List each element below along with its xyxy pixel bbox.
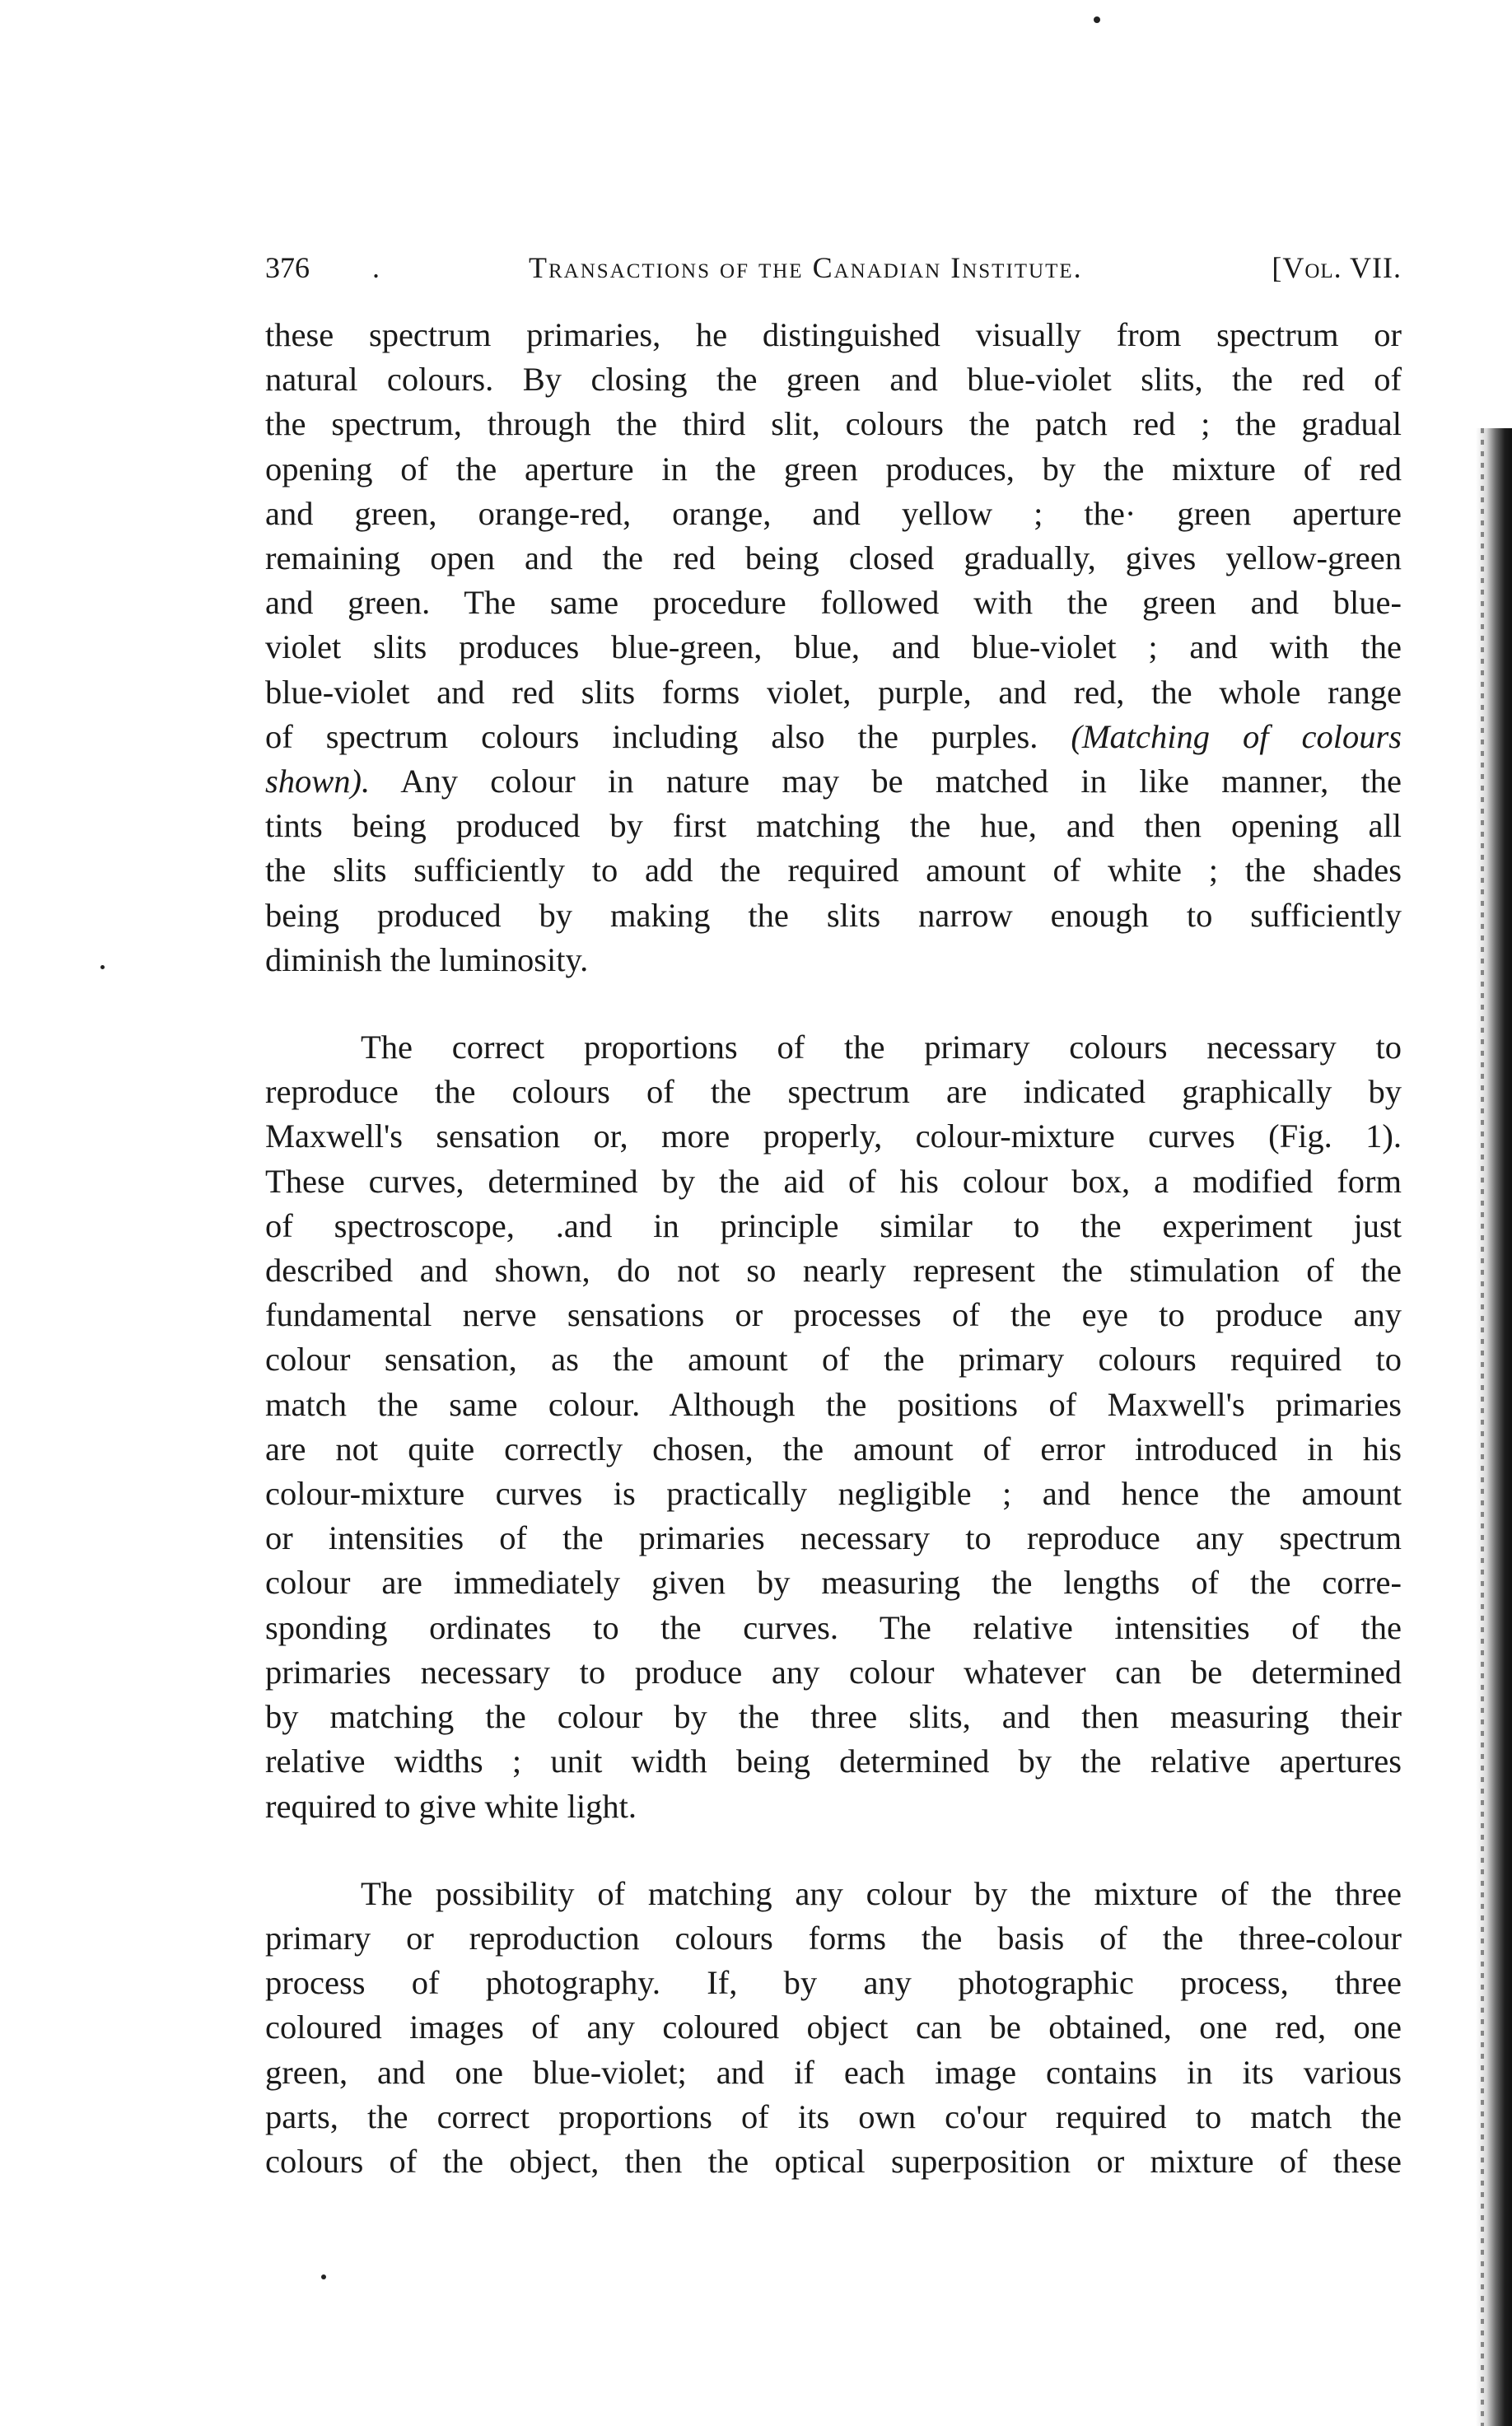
text-line: are not quite correctly chosen, the amount of error introduced in his (265, 1430, 1402, 1467)
text-line: coloured images of any coloured object can be obtained, one red, one (265, 2008, 1402, 2046)
header-separator: . (372, 251, 380, 284)
text-line: these spectrum primaries, he distinguished visually from spectrum or (265, 316, 1402, 353)
paragraph-3 (265, 1872, 1402, 2184)
speck-bottom (321, 2274, 326, 2279)
paragraph-2 (265, 1025, 1402, 1829)
text-line: reproduce the colours of the spectrum are indicated graphically by (265, 1073, 1402, 1111)
speck-left-margin (100, 965, 105, 969)
text-line: by matching the colour by the three slits, and then measuring their (265, 1698, 1402, 1736)
text-line: primary or reproduction colours forms the basis of the three-colour (265, 1919, 1402, 1957)
text-line: green, and one blue-violet; and if each image contains in its various (265, 2053, 1402, 2091)
text-line: opening of the aperture in the green produces, by the mixture of red (265, 450, 1402, 488)
text-line: violet slits produces blue-green, blue, and blue-violet ; and with the (265, 628, 1402, 666)
text-line: colour-mixture curves is practically negligible ; and hence the amount (265, 1475, 1402, 1513)
text-line: and green, orange-red, orange, and yellow ; the· green aperture (265, 494, 1402, 532)
running-title: Transactions of the Canadian Institute. (529, 251, 1083, 284)
paragraph-1 (265, 313, 1402, 982)
text-line: of spectroscope, .and in principle similar to the experiment just (265, 1206, 1402, 1244)
text-line: the spectrum, through the third slit, colours the patch red ; the gradual (265, 405, 1402, 443)
text-line: diminish the luminosity. (265, 940, 589, 978)
text-line: required to give white light. (265, 1787, 637, 1825)
text-line: being produced by making the slits narrow enough to sufficiently (265, 896, 1402, 934)
text-line: These curves, determined by the aid of his colour box, a modified form (265, 1162, 1402, 1200)
text-line: fundamental nerve sensations or processes of the eye to produce any (265, 1296, 1402, 1334)
text-line: colours of the object, then the optical superposition or mixture of these (265, 2142, 1402, 2180)
text-line: described and shown, do not so nearly represent the stimulation of the (265, 1252, 1402, 1290)
text-line: natural colours. By closing the green and blue-violet slits, the red of (265, 361, 1402, 399)
volume-label: [Vol. VII. (1272, 251, 1402, 284)
text-line: the slits sufficiently to add the required amount of white ; the shades (265, 851, 1402, 889)
italic-phrase: (Matching of colours (1071, 717, 1402, 755)
text-line: blue-violet and red slits forms violet, purple, and red, the whole range (265, 673, 1402, 711)
text-line: remaining open and the red being closed gradually, gives yellow-green (265, 539, 1402, 577)
text-line: or intensities of the primaries necessary to reproduce any spectrum (265, 1519, 1402, 1557)
text-line: parts, the correct proportions of its own co'our required to match the (265, 2097, 1402, 2135)
text-line: primaries necessary to produce any colour whatever can be determined (265, 1653, 1402, 1691)
text-line: tints being produced by first matching the hue, and then opening all (265, 807, 1402, 845)
text-line: The correct proportions of the primary colours necessary to (361, 1029, 1402, 1066)
running-header (265, 247, 1402, 288)
text-line: Maxwell's sensation or, more properly, colour-mixture curves (Fig. 1). (265, 1117, 1402, 1155)
italic-phrase: shown). (265, 763, 371, 800)
text-line: match the same colour. Although the positions of Maxwell's primaries (265, 1385, 1402, 1423)
text-line: shown). Any colour in nature may be matched in like manner, the (265, 763, 1402, 800)
text-line: The possibility of matching any colour by the mixture of the three (361, 1874, 1402, 1912)
text-line: sponding ordinates to the curves. The relative intensities of the (265, 1608, 1402, 1646)
text-line: relative widths ; unit width being determined by the relative apertures (265, 1743, 1402, 1780)
speck-top (1094, 16, 1100, 23)
book-binding-edge (1476, 428, 1512, 2426)
text-line: colour are immediately given by measuring the lengths of the corre- (265, 1564, 1402, 1602)
page-number: 376 (265, 251, 310, 284)
text-line: process of photography. If, by any photographic process, three (265, 1964, 1402, 2002)
body-text (265, 313, 1402, 2184)
text-line: colour sensation, as the amount of the primary colours required to (265, 1341, 1402, 1379)
text-line: and green. The same procedure followed with the green and blue- (265, 584, 1402, 622)
text-line: of spectrum colours including also the purples. (Matching of colours (265, 717, 1402, 755)
